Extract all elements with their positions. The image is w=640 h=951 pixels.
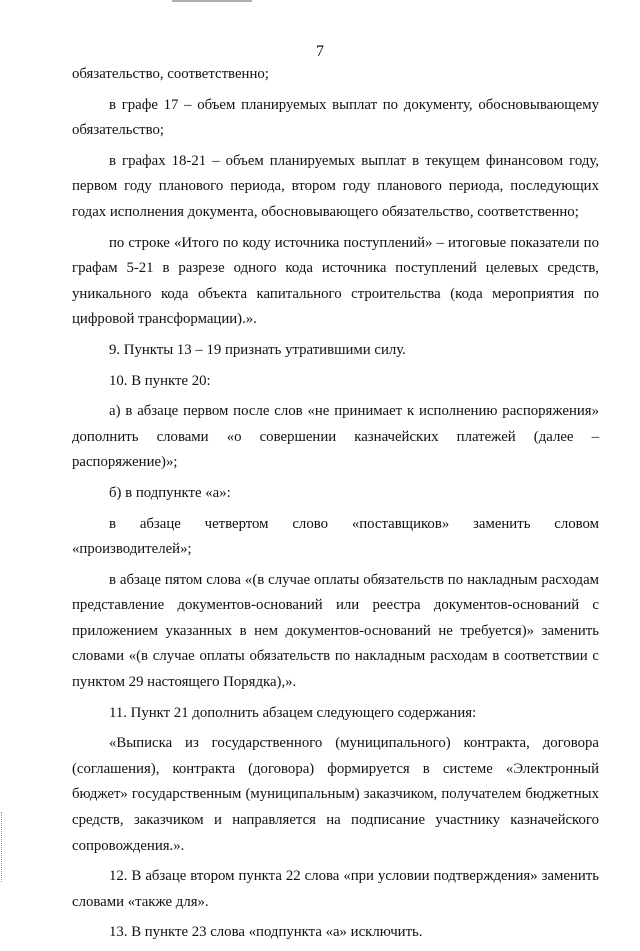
paragraph-item-11: 11. Пункт 21 дополнить абзацем следующего содержания: bbox=[109, 704, 477, 721]
paragraph-item-12: 12. В абзаце втором пункта 22 слова «при условии подтверждения» заменить словами «также для». bbox=[72, 868, 599, 910]
paragraph-total-row: по строке «Итого по коду источника поступлений» – итоговые показатели по графам 5-21 в разрезе одного кода источника поступлений целевых средств, уникального кода объекта капитального строительства (кода мероприятия по цифровой трансформации).». bbox=[72, 234, 599, 328]
paragraph-item-13: 13. В пункте 23 слова «подпункта «а» исключить. bbox=[109, 924, 423, 941]
scan-artifact-edge bbox=[1, 812, 4, 882]
page-number: 7 bbox=[316, 43, 324, 60]
paragraph-continuation: обязательство, соответственно; bbox=[72, 66, 269, 82]
paragraph-column-17: в графе 17 – объем планируемых выплат по документу, обосновывающему обязательство; bbox=[72, 96, 599, 139]
paragraph-abzac-4: в абзаце четвертом слово «поставщиков» заменить словом «производителей»; bbox=[72, 515, 599, 558]
paragraph-abzac-5: в абзаце пятом слова «(в случае оплаты обязательств по накладным расходам представление документов-оснований или реестра документов-оснований с приложением указанных в нем документов-оснований не требуется)» заменить словами «(в случае оплаты обязательств по накладным расходам в соответствии с пунктом 29 настоящего Порядка),». bbox=[72, 571, 599, 691]
scan-artifact-top bbox=[172, 0, 252, 2]
document-body bbox=[72, 62, 599, 951]
paragraph-item-10-a: а) в абзаце первом после слов «не принимает к исполнению распоряжения» дополнить словами «о совершении казначейских платежей (далее – распоряжение)»; bbox=[72, 403, 599, 471]
paragraph-columns-18-21: в графах 18-21 – объем планируемых выплат в текущем финансовом году, первом году планового периода, втором году планового периода, последующих годах исполнения документа, обосновывающего обязательство, соответственно; bbox=[72, 152, 599, 220]
paragraph-item-10: 10. В пункте 20: bbox=[109, 372, 211, 389]
paragraph-quote-extract: «Выписка из государственного (муниципального) контракта, договора (соглашения), контракта (договора) формируется в системе «Электронный бюджет» государственным (муниципальным) заказчиком, получателем бюджетных средств, заказчиком и направляется на подписание участнику казначейского сопровождения.». bbox=[72, 735, 599, 854]
paragraph-item-9: 9. Пункты 13 – 19 признать утратившими силу. bbox=[109, 341, 406, 358]
paragraph-item-10-b: б) в подпункте «а»: bbox=[109, 484, 231, 501]
